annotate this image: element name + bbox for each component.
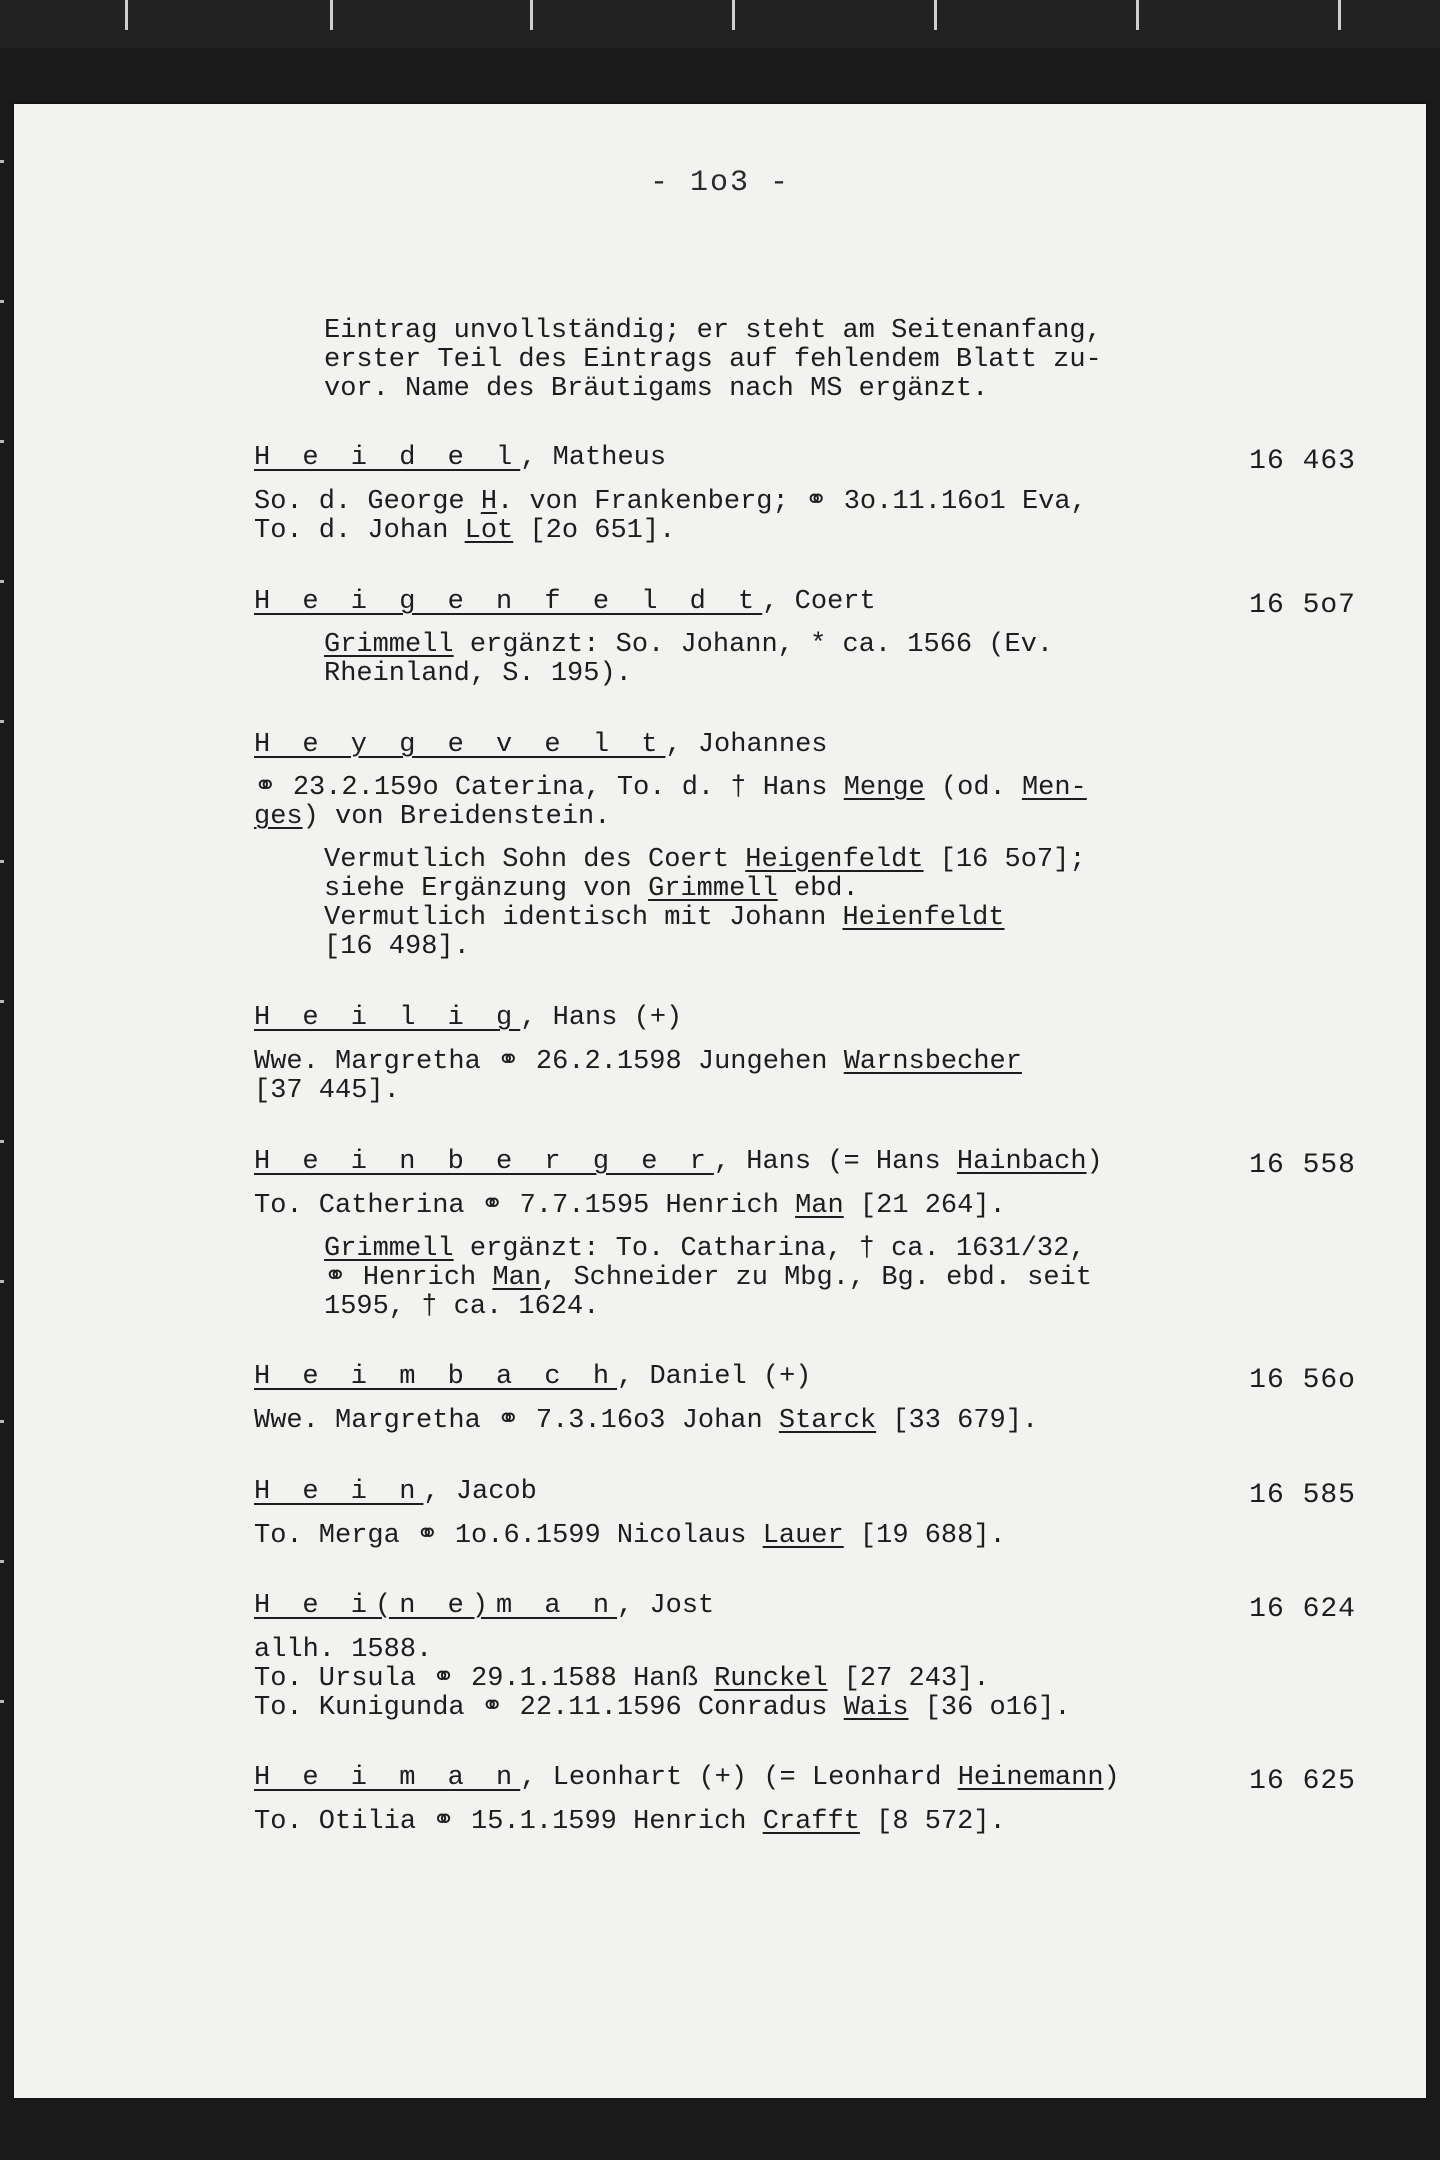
intro-line: erster Teil des Eintrags auf fehlendem Blatt zu- xyxy=(324,345,1102,375)
entry-note-line: Grimmell ergänzt: So. Johann, * ca. 1566 (Ev. xyxy=(324,630,1054,660)
entry-heading: H e i n, Jacob xyxy=(254,1477,537,1507)
entry-number: 16 5o7 xyxy=(1249,590,1356,621)
entry-line: To. Catherina ⚭ 7.7.1595 Henrich Man [21 264]. xyxy=(254,1191,1006,1221)
entry-note-line: 1595, † ca. 1624. xyxy=(324,1292,600,1322)
entry-heading: H e i l i g, Hans (+) xyxy=(254,1003,683,1033)
scan-mark xyxy=(732,0,735,30)
scan-mark xyxy=(1136,0,1139,30)
entry-line: To. Kunigunda ⚭ 22.11.1596 Conradus Wais [36 o16]. xyxy=(254,1693,1071,1723)
entry-heading: H e i m b a c h, Daniel (+) xyxy=(254,1362,812,1392)
intro-line: Eintrag unvollständig; er steht am Seitenanfang, xyxy=(324,316,1102,346)
entry-note-line: siehe Ergänzung von Grimmell ebd. xyxy=(324,874,859,904)
entry-line: [37 445]. xyxy=(254,1076,400,1106)
scan-mark xyxy=(934,0,937,30)
entry-heading: H e i d e l, Matheus xyxy=(254,443,667,473)
entry-note-line: Vermutlich Sohn des Coert Heigenfeldt [16 5o7]; xyxy=(324,845,1086,875)
entry-note-line: [16 498]. xyxy=(324,932,470,962)
entry-number: 16 624 xyxy=(1249,1594,1356,1625)
entry-line: ⚭ 23.2.159o Caterina, To. d. † Hans Menge (od. Men- xyxy=(254,773,1087,803)
scan-top-strip xyxy=(0,0,1440,48)
entry-note-line: Vermutlich identisch mit Johann Heienfeldt xyxy=(324,903,1005,933)
entry-number: 16 56o xyxy=(1249,1365,1356,1396)
entry-heading: H e y g e v e l t, Johannes xyxy=(254,730,828,760)
entry-line: To. d. Johan Lot [2o 651]. xyxy=(254,516,676,546)
entry-line: To. Ursula ⚭ 29.1.1588 Hanß Runckel [27 243]. xyxy=(254,1664,990,1694)
entry-heading: H e i n b e r g e r, Hans (= Hans Hainbach) xyxy=(254,1147,1103,1177)
entry-note-line: Grimmell ergänzt: To. Catharina, † ca. 1631/32, xyxy=(324,1234,1086,1264)
intro-line: vor. Name des Bräutigams nach MS ergänzt. xyxy=(324,374,989,404)
scan-mark xyxy=(1338,0,1341,30)
entry-line: Wwe. Margretha ⚭ 7.3.16o3 Johan Starck [33 679]. xyxy=(254,1406,1039,1436)
entry-number: 16 463 xyxy=(1249,446,1356,477)
entry-heading: H e i m a n, Leonhart (+) (= Leonhard Heinemann) xyxy=(254,1763,1120,1793)
scan-mark xyxy=(330,0,333,30)
entry-line: To. Merga ⚭ 1o.6.1599 Nicolaus Lauer [19 688]. xyxy=(254,1521,1006,1551)
entry-line: allh. 1588. xyxy=(254,1635,433,1665)
scan-mark xyxy=(530,0,533,30)
page-number: - 1o3 - xyxy=(649,166,791,200)
entry-heading: H e i g e n f e l d t, Coert xyxy=(254,587,876,617)
entry-heading: H e i(n e)m a n, Jost xyxy=(254,1591,715,1621)
entry-number: 16 558 xyxy=(1249,1150,1356,1181)
scan-left-edge xyxy=(0,160,4,1780)
entry-number: 16 625 xyxy=(1249,1766,1356,1797)
scan-mark xyxy=(125,0,128,30)
entry-line: So. d. George H. von Frankenberg; ⚭ 3o.11.16o1 Eva, xyxy=(254,487,1087,517)
entry-note-line: ⚭ Henrich Man, Schneider zu Mbg., Bg. ebd. seit xyxy=(324,1263,1092,1293)
entry-line: Wwe. Margretha ⚭ 26.2.1598 Jungehen Warnsbecher xyxy=(254,1047,1022,1077)
entry-line: ges) von Breidenstein. xyxy=(254,802,611,832)
document-page xyxy=(14,104,1426,2098)
entry-number: 16 585 xyxy=(1249,1480,1356,1511)
entry-line: To. Otilia ⚭ 15.1.1599 Henrich Crafft [8 572]. xyxy=(254,1807,1006,1837)
entry-note-line: Rheinland, S. 195). xyxy=(324,659,632,689)
